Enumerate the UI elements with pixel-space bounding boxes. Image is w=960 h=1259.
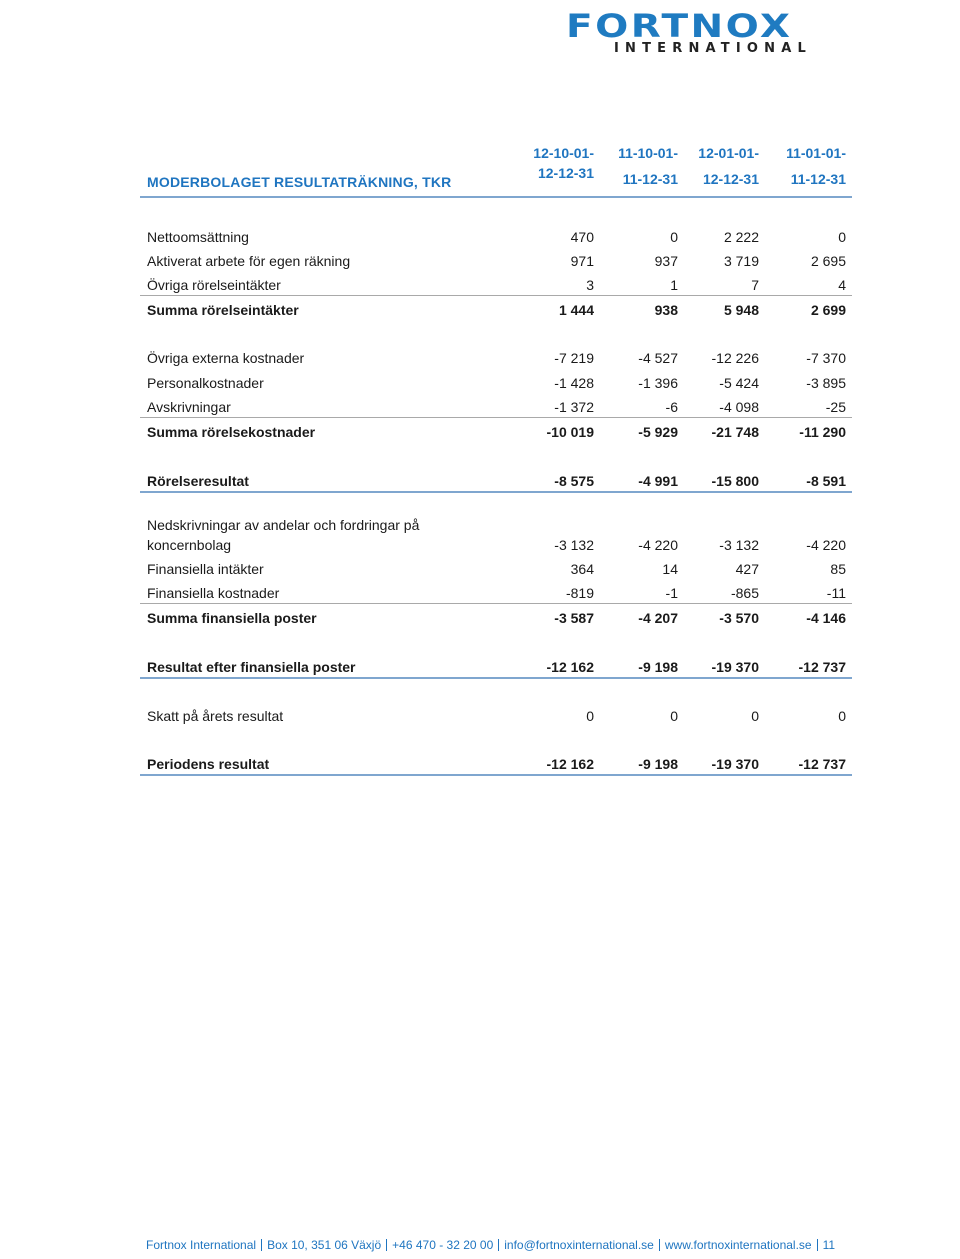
page-number: 11: [822, 1238, 836, 1252]
cell-value: -4 527: [638, 350, 678, 366]
row-label: Rörelseresultat: [147, 473, 249, 489]
cell-value: -9 198: [638, 756, 678, 772]
column-header-2: [618, 143, 678, 189]
section-divider: [140, 774, 852, 776]
table-row: [140, 513, 852, 557]
row-label: Resultat efter finansiella poster: [147, 659, 356, 675]
cell-value: 364: [570, 561, 594, 577]
column-header-1-end: 12-12-31: [537, 165, 594, 181]
cell-value: 0: [838, 708, 846, 724]
cell-value: -4 220: [806, 537, 846, 553]
table-row-sum: [140, 655, 852, 679]
cell-value: -4 146: [806, 610, 846, 626]
cell-value: -15 800: [711, 473, 759, 489]
cell-value: -5 424: [719, 375, 759, 391]
cell-value: -21 748: [711, 424, 759, 440]
cell-value: -11 290: [799, 424, 846, 440]
page-footer: [146, 1238, 835, 1252]
cell-value: -12 226: [711, 350, 759, 366]
cell-value: -6: [665, 399, 678, 415]
cell-value: -12 162: [546, 659, 594, 675]
column-header-1: [533, 143, 594, 183]
cell-value: -865: [730, 585, 759, 601]
cell-value: -3 587: [554, 610, 594, 626]
column-header-2-start: 11-10-01-: [618, 145, 678, 161]
cell-value: 1: [670, 277, 678, 293]
row-label: Nettoomsättning: [147, 229, 249, 245]
cell-value: -19 370: [711, 659, 759, 675]
table-row: [140, 395, 852, 419]
footer-address: Box 10, 351 06 Växjö: [267, 1238, 382, 1252]
cell-value: 1 444: [558, 302, 594, 318]
cell-value: 427: [735, 561, 759, 577]
fortnox-logo: [566, 7, 842, 58]
row-label: Finansiella intäkter: [147, 561, 264, 577]
table-row: [140, 371, 852, 395]
cell-value: -8 591: [806, 473, 846, 489]
cell-value: -3 132: [719, 537, 759, 553]
cell-value: 5 948: [723, 302, 759, 318]
cell-value: -3 132: [554, 537, 594, 553]
cell-value: -1 396: [638, 375, 678, 391]
table-row: [140, 557, 852, 581]
footer-separator: [659, 1239, 660, 1251]
income-statement-table: [140, 140, 852, 772]
column-header-3: [698, 143, 759, 189]
cell-value: 4: [838, 277, 846, 293]
footer-separator: [817, 1239, 818, 1251]
column-header-4-start: 11-01-01-: [786, 145, 846, 161]
cell-value: 937: [654, 253, 678, 269]
cell-value: 470: [570, 229, 594, 245]
cell-value: -25: [825, 399, 846, 415]
cell-value: -1 428: [554, 375, 594, 391]
table-row-sum: [140, 298, 852, 322]
cell-value: 0: [670, 708, 678, 724]
cell-value: 0: [586, 708, 594, 724]
row-label: Övriga externa kostnader: [147, 350, 305, 366]
column-header-1-start: 12-10-01-: [533, 145, 594, 161]
column-header-4: [786, 143, 846, 189]
cell-value: -3 570: [719, 610, 759, 626]
cell-value: -7 219: [554, 350, 594, 366]
cell-value: 2 699: [810, 302, 846, 318]
row-divider: [140, 603, 852, 604]
cell-value: -12 737: [798, 659, 846, 675]
cell-value: -4 991: [638, 473, 678, 489]
cell-value: 85: [830, 561, 846, 577]
row-label: Summa rörelseintäkter: [147, 302, 299, 318]
table-row: [140, 704, 852, 728]
table-row: [140, 346, 852, 370]
cell-value: -819: [565, 585, 594, 601]
table-row: [140, 273, 852, 297]
row-label: Periodens resultat: [147, 756, 270, 772]
column-header-2-end: 11-12-31: [622, 171, 678, 187]
cell-value: 0: [670, 229, 678, 245]
cell-value: 0: [751, 708, 759, 724]
footer-separator: [261, 1239, 262, 1251]
cell-value: 2 222: [723, 229, 759, 245]
footer-website[interactable]: www.fortnoxinternational.se: [664, 1238, 812, 1252]
cell-value: -8 575: [554, 473, 594, 489]
column-header-4-end: 11-12-31: [790, 171, 846, 187]
table-row-sum: [140, 420, 852, 444]
row-divider: [140, 417, 852, 418]
column-header-3-end: 12-12-31: [702, 171, 759, 187]
cell-value: 2 695: [810, 253, 846, 269]
logo-subtitle: INTERNATIONAL: [614, 41, 812, 56]
table-row-sum: [140, 469, 852, 493]
table-row-total: [140, 752, 852, 776]
cell-value: -12 737: [798, 756, 846, 772]
cell-value: -19 370: [711, 756, 759, 772]
cell-value: 971: [570, 253, 594, 269]
report-title: MODERBOLAGET RESULTATRÄKNING, TKR: [147, 174, 452, 190]
footer-email[interactable]: info@fortnoxinternational.se: [504, 1238, 654, 1252]
cell-value: -7 370: [806, 350, 846, 366]
row-divider: [140, 295, 852, 296]
logo-wordmark: FORTNOX: [566, 7, 793, 45]
footer-phone: +46 470 - 32 20 00: [392, 1238, 494, 1252]
column-header-3-start: 12-01-01-: [698, 145, 759, 161]
cell-value: -9 198: [638, 659, 678, 675]
row-label: Skatt på årets resultat: [147, 708, 284, 724]
footer-separator: [386, 1239, 387, 1251]
cell-value: 3: [586, 277, 594, 293]
row-label: Nedskrivningar av andelar och fordringar på koncernbolag: [147, 517, 420, 553]
row-label: Avskrivningar: [147, 399, 231, 415]
cell-value: -1 372: [554, 399, 594, 415]
section-divider: [140, 491, 852, 493]
cell-value: 3 719: [723, 253, 759, 269]
cell-value: 14: [662, 561, 678, 577]
table-row-sum: [140, 606, 852, 630]
cell-value: 7: [751, 277, 759, 293]
cell-value: -12 162: [546, 756, 594, 772]
cell-value: -3 895: [806, 375, 846, 391]
cell-value: -1: [665, 585, 678, 601]
section-divider: [140, 677, 852, 679]
cell-value: -5 929: [638, 424, 678, 440]
row-label: Personalkostnader: [147, 375, 264, 391]
footer-separator: [498, 1239, 499, 1251]
cell-value: -4 207: [638, 610, 678, 626]
cell-value: 938: [654, 302, 678, 318]
cell-value: 0: [838, 229, 846, 245]
table-header: [140, 140, 852, 198]
cell-value: -10 019: [546, 424, 594, 440]
table-row: [140, 249, 852, 273]
cell-value: -4 098: [719, 399, 759, 415]
footer-company: Fortnox International: [146, 1238, 257, 1252]
table-row: [140, 225, 852, 249]
row-label: Summa finansiella poster: [147, 610, 317, 626]
row-label: Summa rörelsekostnader: [147, 424, 316, 440]
cell-value: -4 220: [638, 537, 678, 553]
table-row: [140, 581, 852, 605]
row-label: Finansiella kostnader: [147, 585, 280, 601]
row-label: Aktiverat arbete för egen räkning: [147, 253, 351, 269]
row-label: Övriga rörelseintäkter: [147, 277, 281, 293]
cell-value: -11: [826, 585, 846, 601]
